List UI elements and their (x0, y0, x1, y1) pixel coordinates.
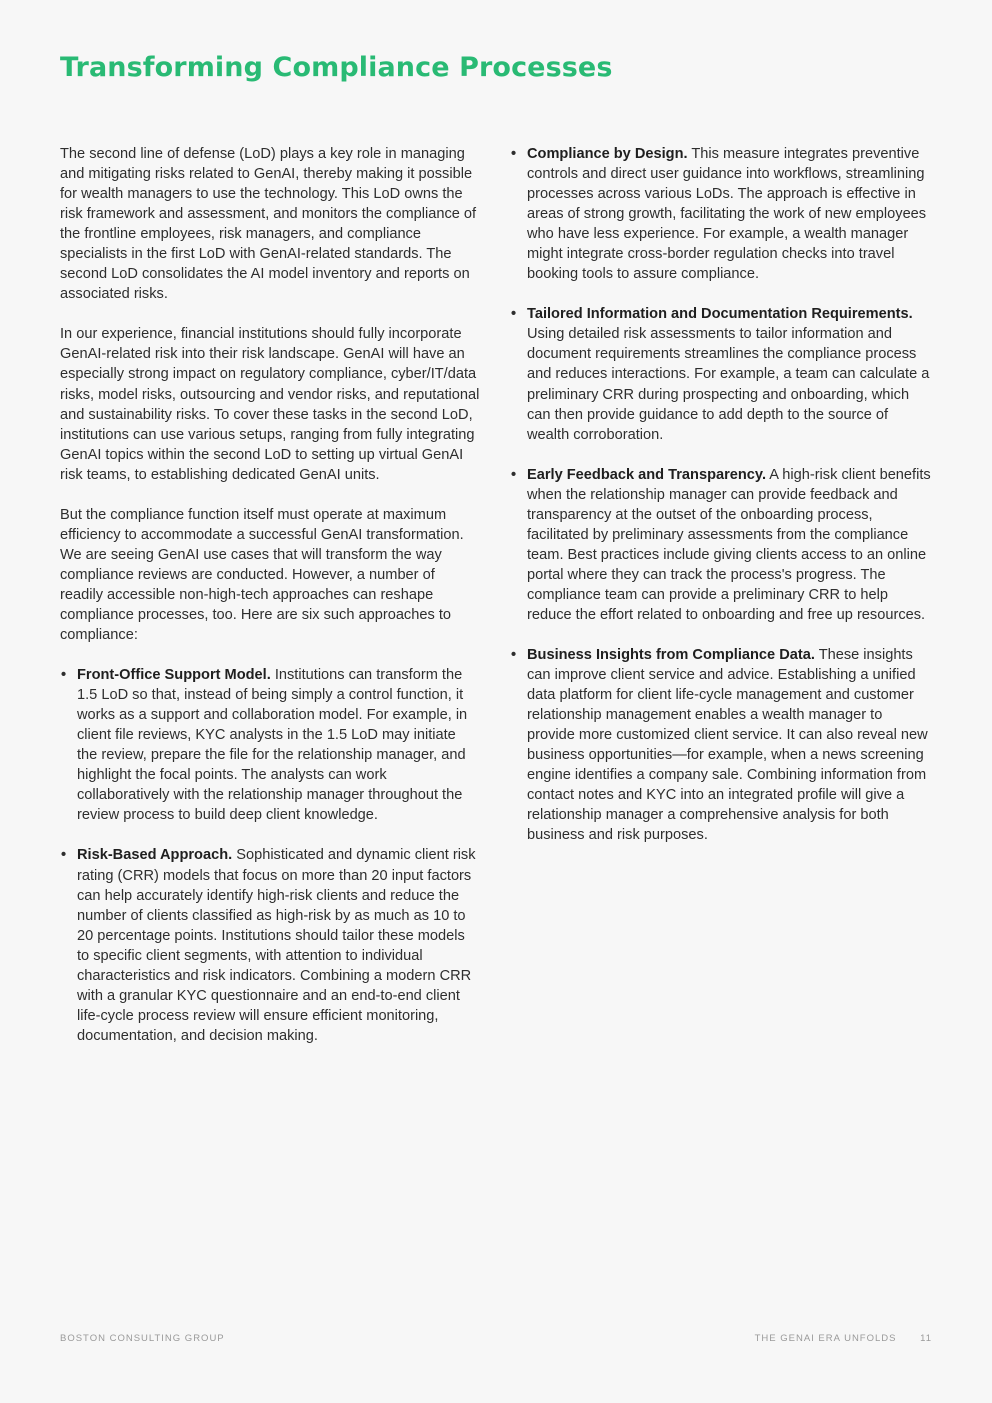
right-column (510, 144, 934, 866)
approach-list (60, 665, 480, 1046)
bullet-icon: • (511, 146, 517, 162)
list-item (510, 304, 934, 444)
bullet-title: Front-Office Support Model. (77, 667, 271, 684)
page-number: 11 (920, 1333, 932, 1344)
bullet-icon: • (61, 847, 67, 864)
bullet-icon: • (511, 466, 517, 483)
bullet-text: A high-risk client benefits when the relationship manager can provide feedback and transparency at the outset of the onboarding process, facilitated by preliminary assessments from the compliance team. Best practices include giving clients access to an online portal where they can track the process's progress. The compliance team can provide a preliminary CRR to help reduce the effort related to onboarding and free up resources. (527, 466, 931, 623)
bullet-icon: • (511, 306, 517, 323)
bullet-icon: • (511, 647, 517, 664)
bullet-title: Risk-Based Approach. (77, 847, 233, 864)
footer-publisher: BOSTON CONSULTING GROUP (60, 1333, 225, 1344)
list-item (60, 845, 480, 1045)
body-paragraph: The second line of defense (LoD) plays a key role in managing and mitigating risks related to GenAI, thereby making it possible for wealth managers to use the technology. This LoD owns the risk framework and assessment, and monitors the compliance of the frontline employees, risk managers, and compliance specialists in the first LoD with GenAI-related standards. The second LoD consolidates the AI model inventory and reports on associated risks. (60, 146, 477, 303)
approach-list (510, 144, 934, 846)
list-item (510, 645, 934, 845)
footer-right (755, 1333, 932, 1344)
list-item (510, 465, 934, 625)
bullet-text: Institutions can transform the 1.5 LoD so that, instead of being simply a control function, it works as a support and collaboration model. For example, in client file reviews, KYC analysts in the 1.5 LoD may initiate the review, prepare the file for the relationship manager, and highlight the focal points. The analysts can work collaboratively with the relationship manager throughout the review process to build deep client knowledge. (77, 667, 468, 824)
bullet-text: These insights can improve client service and advice. Establishing a unified data platform for client life-cycle management and customer relationship management enables a wealth manager to provide more customized client service. It can also reveal new business opportunities—for example, when a news screening engine identifies a company sale. Combining information from contact notes and KYC into an integrated profile will give a relationship manager a comprehensive analysis for both business and risk purposes. (527, 647, 928, 844)
bullet-text: This measure integrates preventive controls and direct user guidance into workflows, streamlining processes across various LoDs. The approach is effective in areas of strong growth, facilitating the work of new employees who have less experience. For example, a wealth manager might integrate cross-border regulation checks into travel booking tools to assure compliance. (527, 146, 927, 283)
page-title: Transforming Compliance Processes (60, 52, 613, 83)
list-item (510, 144, 934, 284)
left-column (60, 144, 480, 1066)
body-paragraph: In our experience, financial institutions should fully incorporate GenAI-related risk into their risk landscape. GenAI will have an especially strong impact on regulatory compliance, cyber/IT/data risks, model risks, outsourcing and vendor risks, and reputational and sustainability risks. To cover these tasks in the second LoD, institutions can use various setups, ranging from fully integrating GenAI topics within the second LoD to setting up virtual GenAI risk teams, to establishing dedicated GenAI units. (60, 326, 480, 483)
bullet-text: Using detailed risk assessments to tailor information and document requirements streamlines the compliance process and reduces interactions. For example, a team can calculate a preliminary CRR during prospecting and onboarding, which can then provide guidance to add depth to the source of wealth corroboration. (527, 326, 930, 443)
bullet-icon: • (61, 667, 67, 684)
bullet-text: Sophisticated and dynamic client risk rating (CRR) models that focus on more than 20 input factors can help accurately identify high-risk clients and reduce the number of clients classified as high-risk by as much as 10 to 20 percentage points. Institutions should tailor these models to specific client segments, with attention to individual characteristics and risk indicators. Combining a modern CRR with a granular KYC questionnaire and an end-to-end client life-cycle process review will ensure efficient monitoring, documentation, and decision making. (77, 847, 476, 1044)
bullet-title: Tailored Information and Documentation Requirements. (527, 306, 913, 323)
list-item (60, 665, 480, 825)
body-paragraph: But the compliance function itself must operate at maximum efficiency to accommodate a successful GenAI transformation. We are seeing GenAI use cases that will transform the way compliance reviews are conducted. However, a number of readily accessible non-high-tech approaches can reshape compliance processes, too. Here are six such approaches to compliance: (60, 506, 464, 644)
bullet-title: Early Feedback and Transparency. (527, 466, 767, 483)
footer-report-title: THE GENAI ERA UNFOLDS (754, 1333, 897, 1344)
bullet-title: Business Insights from Compliance Data. (527, 647, 815, 664)
bullet-title: Compliance by Design. (527, 146, 688, 162)
